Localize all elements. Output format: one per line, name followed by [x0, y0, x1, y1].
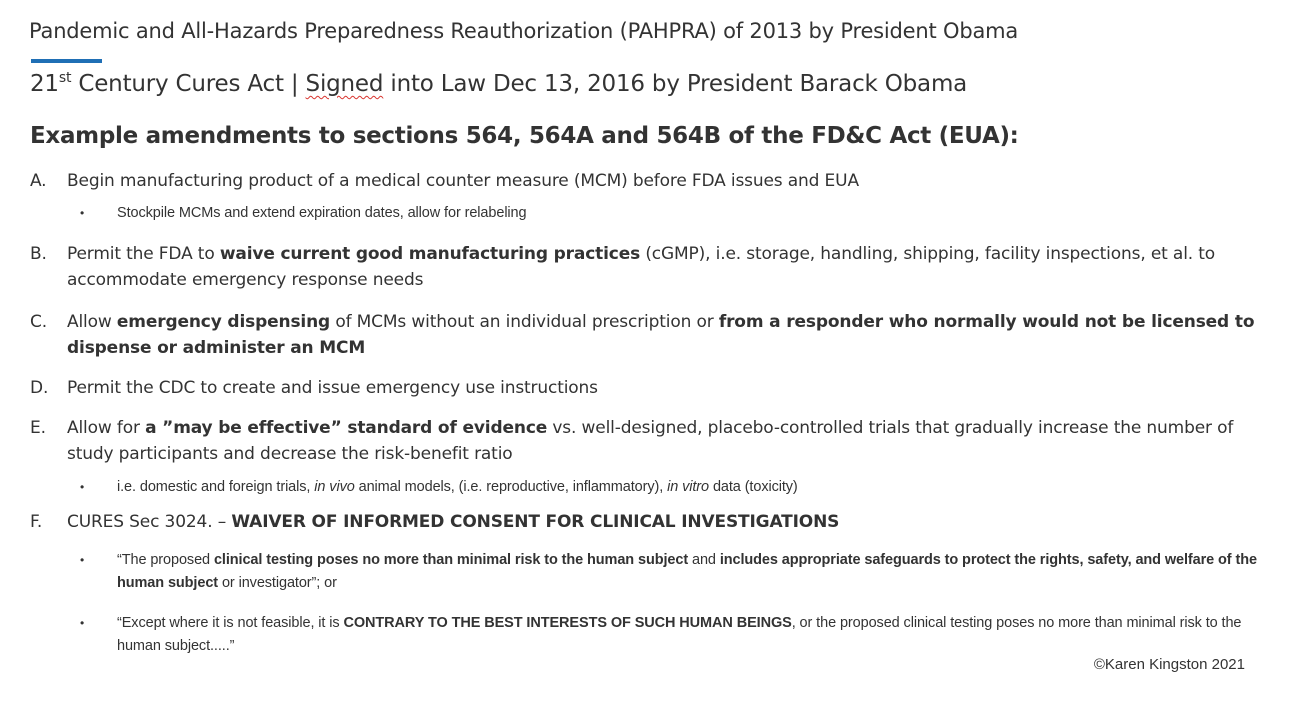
item-bold: emergency dispensing	[116, 312, 331, 332]
sub-item-text: , or the proposed clinical testing poses no more than minimal risk to the human subject.....”	[117, 615, 1242, 654]
item-bold: waive current good manufacturing practices	[219, 244, 641, 264]
sub-item-bold: CONTRARY TO THE BEST INTERESTS OF SUCH HUMAN BEINGS	[343, 615, 792, 631]
sub-item-f-2	[30, 612, 1260, 658]
item-text: Allow	[67, 312, 117, 332]
sub-item-bold: clinical testing poses no more than minimal risk to the human subject	[213, 552, 689, 568]
item-text: CURES Sec 3024. –	[67, 512, 232, 532]
list-item-d	[30, 375, 1260, 401]
subtitle-spellcheck-word: Signed	[305, 71, 384, 97]
item-text: Allow for	[67, 418, 146, 438]
subtitle-post: into Law Dec 13, 2016 by President Barack Obama	[383, 71, 968, 97]
item-letter: B.	[30, 244, 47, 264]
item-letter: C.	[30, 312, 47, 332]
list-item-c	[30, 309, 1260, 361]
sub-item-text: Stockpile MCMs and extend expiration dates, allow for relabeling	[117, 205, 527, 221]
list-item-a	[30, 168, 1260, 194]
item-letter: F.	[30, 512, 43, 532]
copyright-notice: ©Karen Kingston 2021	[1093, 656, 1245, 673]
section-heading: Example amendments to sections 564, 564A and 564B of the FD&C Act (EUA):	[30, 123, 1019, 149]
sub-item-italic: in vivo	[314, 479, 355, 495]
subtitle-pre: 21	[30, 71, 59, 97]
item-text: Begin manufacturing product of a medical counter measure (MCM) before FDA issues and EUA	[67, 171, 859, 191]
amendment-list	[30, 168, 1260, 658]
sub-item-text: i.e. domestic and foreign trials,	[117, 479, 315, 495]
sub-item-italic: in vitro	[667, 479, 710, 495]
item-bold: WAIVER OF INFORMED CONSENT FOR CLINICAL INVESTIGATIONS	[231, 512, 840, 532]
list-item-f	[30, 509, 1260, 535]
sub-item-text: “Except where it is not feasible, it is	[117, 615, 344, 631]
sub-item-f-1	[30, 549, 1260, 595]
item-text: Permit the FDA to	[67, 244, 220, 264]
subtitle-mid: Century Cures Act |	[71, 71, 306, 97]
subtitle	[30, 71, 967, 97]
accent-bar	[31, 59, 102, 63]
item-bold: a ”may be effective” standard of evidence	[145, 418, 548, 438]
item-letter: E.	[30, 418, 46, 438]
list-item-e	[30, 415, 1260, 467]
sub-item-text: animal models, (i.e. reproductive, inflammatory),	[354, 479, 668, 495]
bullet-icon: •	[80, 553, 85, 567]
item-bold: from a responder who normally would not be licensed to dispense or administer an MCM	[67, 312, 1255, 358]
sub-item-bold: includes appropriate safeguards to protect the rights, safety, and welfare of the human subject	[117, 552, 1257, 591]
sub-item-text: and	[688, 552, 720, 568]
list-item-b	[30, 241, 1260, 293]
sub-item-text: or investigator”; or	[218, 575, 337, 591]
item-text: (cGMP), i.e. storage, handling, shipping, facility inspections, et al. to accommodate emergency response needs	[67, 244, 1216, 290]
item-letter: A.	[30, 171, 47, 191]
bullet-icon: •	[80, 206, 85, 220]
item-letter: D.	[30, 378, 49, 398]
subtitle-sup: st	[58, 70, 72, 86]
item-text: vs. well-designed, placebo-controlled trials that gradually increase the number of study participants and decrease the risk-benefit ratio	[67, 418, 1234, 464]
sub-item-text: “The proposed	[117, 552, 214, 568]
top-title: Pandemic and All-Hazards Preparedness Reauthorization (PAHPRA) of 2013 by President Obama	[29, 19, 1019, 43]
sub-item-e-1	[30, 476, 1260, 499]
bullet-icon: •	[80, 480, 85, 494]
sub-item-text: data (toxicity)	[709, 479, 798, 495]
bullet-icon: •	[80, 616, 85, 630]
item-text: Permit the CDC to create and issue emergency use instructions	[67, 378, 598, 398]
sub-item-a-1	[30, 202, 1260, 225]
item-text: of MCMs without an individual prescription or	[330, 312, 719, 332]
